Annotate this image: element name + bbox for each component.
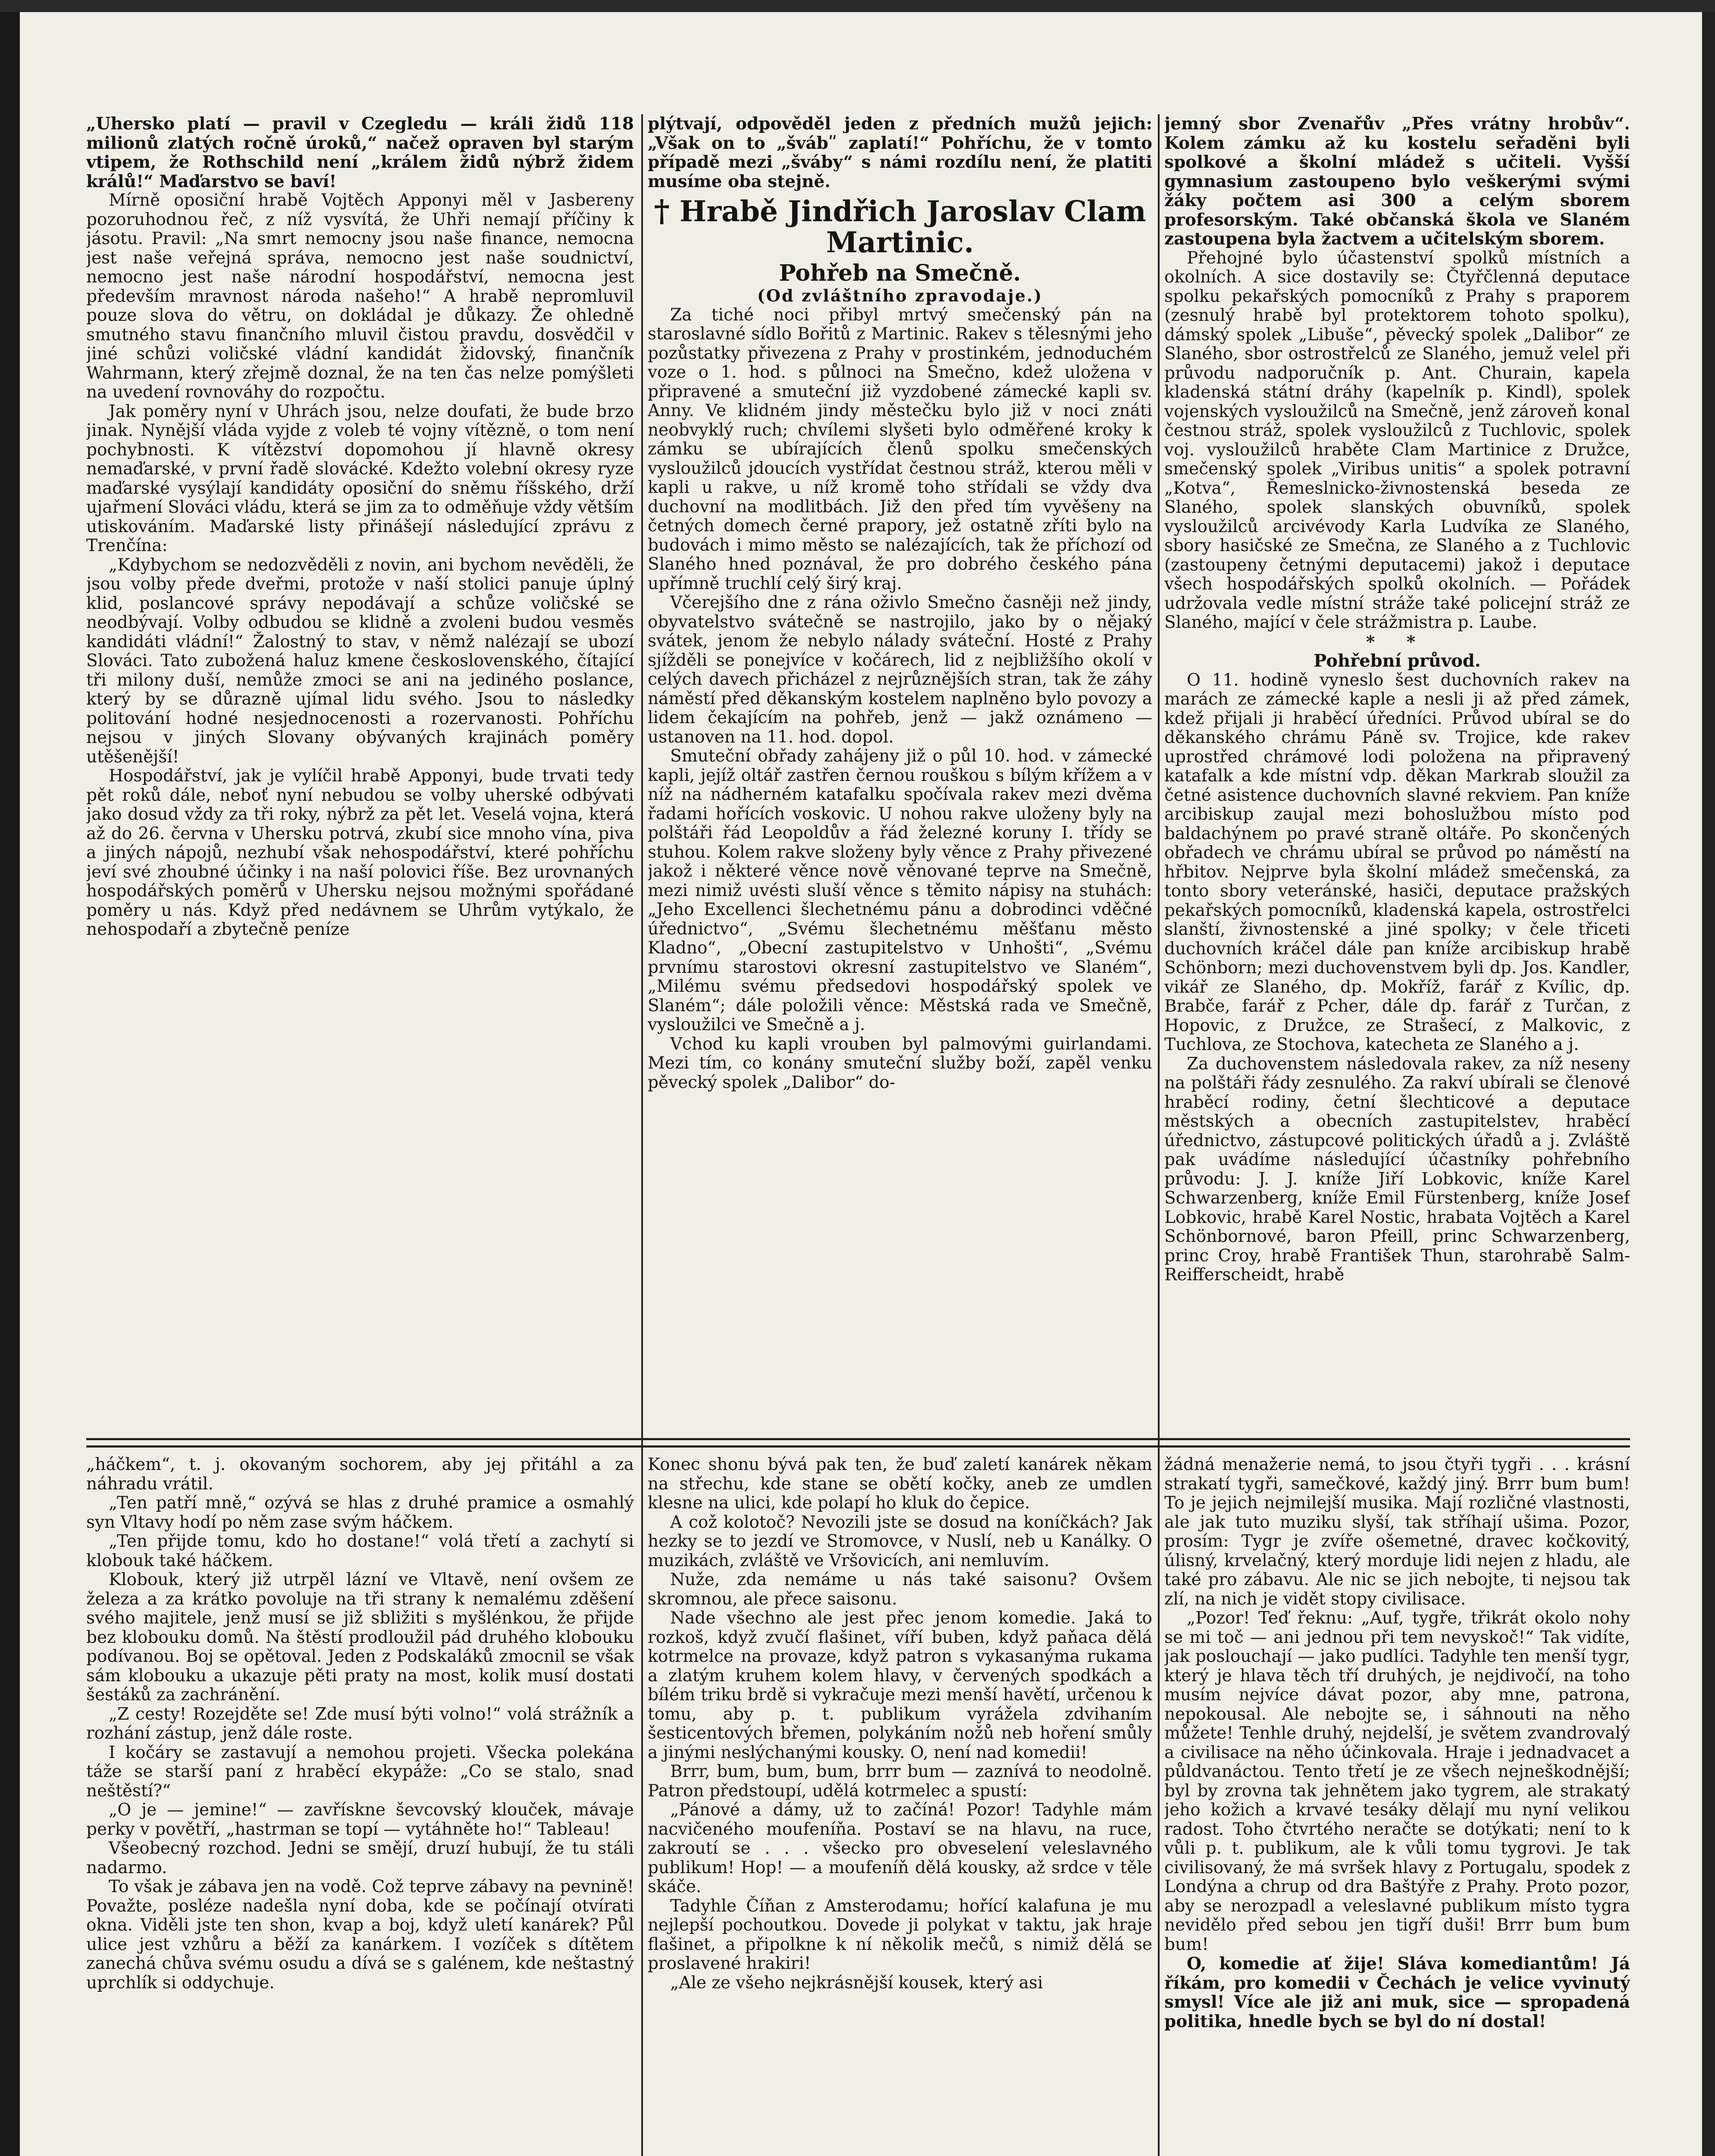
paragraph: Smuteční obřady zahájeny již o půl 10. hod. v zámecké kapli, jejíž oltář zastřen černou rouškou s bílým křížem a v níž na nádherném katafalku spočívala rakev mezi dvěma řadami hořících voskovic. U nohou rakve uloženy byly na polštáři řád Leopoldův a řád železné koruny I. třídy se stuhou. Kolem rakve složeny byly věnce z Prahy přivezené jakož i některé věnce nově věnované teprve na Smečně, mezi nimiž uvésti sluší věnce s těmito nápisy na stuhách: „Jeho Excellenci šlechetnému pánu a dobrodinci vděčné úřednictvo“, „Svému šlechetnému měšťanu město Kladno“, „Obecní zastupitelstvo v Unhošti“, „Svému prvnímu starostovi okresní zastupitelstvo ve Slaném“, „Milému svému předsedovi hospodářský spolek ve Slaném“; dále položili věnce: Městská rada ve Smečně, vysloužilci ve Smečně a j. xyxy=(648,746,1152,1034)
paragraph: „Ale ze všeho nejkrásnější kousek, který asi xyxy=(670,1973,1043,1993)
paragraph: Brrr, bum, bum, bum, brrr bum — zaznívá to neodolně. Patron předstoupí, udělá kotrmelec a spustí: xyxy=(648,1762,1152,1801)
paragraph: „Z cesty! Rozejděte se! Zde musí býti volno!“ volá strážník a rozhání zástup, jenž dále roste. xyxy=(86,1704,634,1743)
paragraph: A což kolotoč? Nevozili jste se dosud na koníčkách? Jak hezky se to jezdí ve Stromovce, v Nuslí, neb u Kanálky. O muzikách, zvláště ve Vršovicích, ani nemluvím. xyxy=(648,1512,1152,1570)
column-rule-1 xyxy=(641,114,643,2156)
paragraph: jemný sbor Zvenařův „Přes vrátny hrobův“. Kolem zámku až ku kostelu seřaděni byli spolkové a školní mládež s učiteli. Vyšší gymnasium zastoupeno bylo veškerými svými žáky počtem asi 300 a celým sborem profesorským. Také občanská škola ve Slaném zastoupena byla žactvem a učitelským sborem. xyxy=(1164,114,1630,249)
paragraph: Vchod ku kapli vrouben byl palmovými guirlandami. Mezi tím, co konány smuteční služby boží, zapěl venku pěvecký spolek „Dalibor“ do- xyxy=(648,1034,1152,1092)
feuilleton-column-2 xyxy=(648,1455,1152,2156)
feuilleton-rule-top xyxy=(86,1438,1630,1440)
section-heading: Pohřební průvod. xyxy=(1314,651,1481,671)
paragraph: Tadyhle Číňan z Amsterodamu; hořící kalafuna je mu nejlepší pochoutkou. Dovede ji polykat v taktu, jak hraje flašinet, a připolkne k ní několik mečů, s nimiž dělá se proslavené hrakiri! xyxy=(648,1896,1152,1973)
paragraph: To však je zábava jen na vodě. Což teprve zábavy na pevnině! Považte, posléze nadešla nyní doba, kde se počínají otvírati okna. Viděli jste ten shon, kvap a boj, když uletí kanárek? Půl ulice jest vzhůru a běží za kanárkem. I vozíček s dítětem zanechá chůva svému osudu a dívá se s galénem, kde neštastný uprchlík si oddychuje. xyxy=(86,1877,634,1993)
main-article-column-2 xyxy=(648,114,1152,1434)
paragraph: I kočáry se zastavují a nemohou projeti. Všecka polekána táže se starší paní z hraběcí ekypáže: „Co se stalo, snad neštěstí?“ xyxy=(86,1742,634,1801)
paragraph: „háčkem“, t. j. okovaným sochorem, aby jej přitáhl a za náhradu vrátil. xyxy=(86,1455,634,1494)
paragraph: „O je — jemine!“ — zavřískne ševcovský klouček, mávaje perky v povětří, „hastrman se topí — vytáhněte ho!“ Tableau! xyxy=(86,1800,634,1839)
feuilleton-rule-bottom xyxy=(86,1445,1630,1448)
paragraph: O, komedie ať žije! Sláva komediantům! Já říkám, pro komedii v Čechách je velice vyvinutý smysl! Více ale již ani muk, sice — spropadená politika, hnedle bych se byl do ní dostal! xyxy=(1164,1954,1630,2031)
paragraph: Jak poměry nyní v Uhrách jsou, nelze doufati, že bude brzo jinak. Nynější vláda vyjde z voleb té vojny vítězně, o tom není pochybnosti. K vítězství dopomohou jí hlavně okresy nemaďarské, v první řadě slovácké. Kdežto volební okresy ryze maďarské vysýlají kandidáty oposiční do sněmu říšského, drží ujařmení Slováci vládu, která se jim za to odměňuje vždy větším utiskováním. Maďarské listy přinášejí následující zprávu z Trenčína: xyxy=(86,401,634,555)
section-stars: * * xyxy=(1366,632,1429,652)
paragraph: Za tiché noci přibyl mrtvý smečenský pán na staroslavné sídlo Bořitů z Martinic. Rakev s tělesnými jeho pozůstatky přivezena z Prahy v prostinkém, jednoduchém voze o 1. hod. s půlnoci na Smečno, kdež uložena v připravené a smuteční již vyzdobené zámecké kapli sv. Anny. Ve klidném jindy městečku bylo již v noci znáti neobvyklý ruch; chvílemi slyšeti bylo odměřené kroky k zámku se ubírajících členů spolku smečenských vysloužilců jdoucích vystřídat čestnou stráž, kterou měli v kapli u rakve, u níž kromě toho střídali se vždy dva duchovní na modlitbách. Již den před tím vyvěšeny na četných domech černé prapory, jež ostatně zříti bylo na budovách i mimo město se nalézajících, tak že příchozí od Slaného hned poznával, že pro dobrého českého pána upřímně truchlí celý širý kraj. xyxy=(648,305,1152,593)
paragraph: „Ten přijde tomu, kdo ho dostane!“ volá třetí a zachytí si klobouk také háčkem. xyxy=(86,1532,634,1570)
paragraph: „Uhersko platí — pravil v Czegledu — králi židů 118 milionů zlatých ročně úroků,“ načež opraven byl starým vtipem, že Rothschild není „králem židů nýbrž židem králů!“ Maďarstvo se baví! xyxy=(86,114,634,191)
paragraph: Mírně oposiční hrabě Vojtěch Apponyi měl v Jasbereny pozoruhodnou řeč, z níž vysvítá, že Uhři nemají příčiny k jásotu. Pravil: „Na smrt nemocny jsou naše finance, nemocna jest naše veřejná správa, nemocno jest naše soudnictví, nemocno jest naše národní hospodářství, nemocna jest především mravnost národa našeho!“ A hrabě nepromluvil pouze slova do větru, on dokládal je důkazy. Že ohledně smutného stavu finančního mluvil čistou pravdu, dosvědčil v jiné schůzi voličské vládní kandidát židovský, finančník Wahrmann, který zřejmě doznal, že na ten čas nelze pomýšleti na uvedení rovnováhy do rozpočtu. xyxy=(86,191,634,402)
paragraph: Za duchovenstem následovala rakev, za níž neseny na polštáři řády zesnulého. Za rakví ubírali se členové hraběcí rodiny, četní šlechticové a deputace městských a obecních zastupitelstev, hraběcí úřednictvo, zástupcové politických úřadů a j. Zvláště pak uvádíme následující účastníky pohřebního průvodu: J. J. kníže Jiří Lobkovic, kníže Karel Schwarzenberg, kníže Emil Fürstenberg, kníže Josef Lobkovic, hrabě Karel Nostic, hrabata Vojtěch a Karel Schönbornové, baron Pfeill, princ Schwarzenberg, princ Croy, hrabě František Thun, starohrabě Salm-Reifferscheidt, hrabě xyxy=(1164,1054,1630,1285)
scan-edge-left xyxy=(0,0,20,2156)
paragraph: Nade všechno ale jest přec jenom komedie. Jaká to rozkoš, když zvučí flašinet, víří buben, když paňaca dělá kotrmelce na provaze, když patron s vykasanýma rukama a zlatým kruhem kolem hlavy, v červených spodkách a bílém triku brdě si vykračuje mezi menší havětí, určenou k tomu, aby p. t. publikum vyrážela zdvihaním šesticentových břemen, polykáním nožů neb hoření smůly a jinými neslýchanými kousky. O, není nad komedii! xyxy=(648,1608,1152,1762)
column-rule-2 xyxy=(1158,114,1160,2156)
paragraph: Včerejšího dne z rána oživlo Smečno časněji než jindy, obyvatelstvo svátečně se nastrojilo, jako by o nějaký svátek, jenom že nebylo nálady sváteční. Hosté z Prahy sjížděli se ponejvíce v kočárech, lid z nejbližšího okolí v celých davech přicházel z nejrůznějších stran, tak že záhy náměstí před děkanským kostelem naplněno bylo povozy a lidem čekajícím na pohřeb, jenž — jakž oznámeno — ustanoven na 11. hod. dopol. xyxy=(648,593,1152,747)
paragraph: „Pánové a dámy, už to začíná! Pozor! Tadyhle mám nacvičeného moufeníňa. Postaví se na hlavu, na ruce, zakroutí se . . . všecko pro obveselení veleslavného publikum! Hop! — a moufeníň dělá kousky, až srdce v těle skáče. xyxy=(648,1800,1152,1896)
paragraph: O 11. hodině vyneslo šest duchovních rakev na marách ze zámecké kaple a nesli ji až před zámek, kdež přijali ji hraběcí úředníci. Průvod ubíral se do děkanského chrámu Páně sv. Trojice, kde rakev uprostřed chrámové lodi položena na připravený katafalk a kde místní vdp. děkan Markrab sloužil za četné asistence duchovních slavné rekviem. Pan kníže arcibiskup zaujal mezi bohoslužbou místo pod baldachýnem po pravé straně oltáře. Po skončených obřadech ve chrámu ubíral se průvod po náměstí na hřbitov. Nejprve byla školní mládež smečenská, za tonto sbory veteránské, hasiči, deputace pražských pekařských pomocníků, kladenská kapela, ostrostřelci slanští, živnostenské a jiné spolky; v čele třiceti duchovních kráčel dále pan kníže arcibiskup hrabě Schönborn; mezi duchovenstvem byli dp. Jos. Kandler, vikář ze Slaného, dp. Mokříž, farář z Kvílic, dp. Brabče, farář z Pcher, dále dp. farář z Turčan, z Hopovic, z Družce, ze Strašecí, z Malkovic, z Tuchlova, ze Stochova, katecheta ze Slaného a j. xyxy=(1164,670,1630,1054)
main-article-column-3 xyxy=(1164,114,1630,1434)
paragraph: „Kdybychom se nedozvěděli z novin, ani bychom nevěděli, že jsou volby přede dveřmi, protože v naší stolici panuje úplný klid, poslancové správy nepodávají a schůze voličské se neodbývají. Volby odbudou se klidně a zvoleni budou vesměs kandidáti vládní!“ Žalostný to stav, v němž nalézají se ubozí Slováci. Tato zubožená haluz kmene československého, čítající tři milony duší, nemůže zmoci se ani na jediného poslance, který by se důrazně ujímal lidu svého. Jsou to následky politování hodné nesjednocenosti a rozervanosti. Pohříchu nejsou v jiných Slovany obývaných krajinách poměry utěšenější! xyxy=(86,555,634,767)
paragraph: „Ten patří mně,“ ozývá se hlas z druhé pramice a osmahlý syn Vltavy hodí po něm zase svým háčkem. xyxy=(86,1493,634,1532)
paragraph: Všeobecný rozchod. Jedni se smějí, druzí hubují, že tu stáli nadarmo. xyxy=(86,1839,634,1877)
obituary-correspondent-note: (Od zvláštního zpravodaje.) xyxy=(757,286,1043,305)
cross-icon: † xyxy=(654,193,670,229)
paragraph: Konec shonu bývá pak ten, že buď zaletí kanárek někam na střechu, kde stane se obětí kočky, aneb ze umdlen klesne na ulici, kde polapí ho kluk do čepice. xyxy=(648,1455,1152,1513)
paragraph: Nuže, zda nemáme u nás také saisonu? Ovšem skromnou, ale přece saisonu. xyxy=(648,1570,1152,1609)
paragraph: žádná menažerie nemá, to jsou čtyři tygři . . . krásní strakatí tygři, samečkové, každý jiný. Brrr bum bum! To je jejich nejmilejší musika. Mají rozličné vlastnosti, ale jak tuto muziku slyší, tak stříhají ušima. Pozor, prosím: Tygr je zvíře ošemetné, dravec kočkovitý, úlisný, krvelačný, který morduje lidi nejen z hladu, ale také pro zábavu. Ale nic se jich nebojte, ti nejsou tak zlí, na nich je vidět stopy civilisace. xyxy=(1164,1455,1630,1609)
paragraph: plýtvají, odpověděl jeden z předních mužů jejich: „Však on to „švábʺ zaplatí!“ Pohříchu, že v tomto případě mezi „šváby“ s námi rozdílu není, že platiti musíme oba stejně. xyxy=(648,114,1152,191)
obituary-subtitle: Pohřeb na Smečně. xyxy=(779,260,1021,286)
paragraph: Klobouk, který již utrpěl lázní ve Vltavě, není ovšem ze železa a za krátko povoluje na tři strany k nemalému zděšení svého majitele, jenž musí se již sbližiti s myšlénkou, že přijde bez klobouku domů. Na štěstí prodloužil pád druhého klobouku podívanou. Boj se opětoval. Jeden z Podskaláků zmocnil se však sám klobouku a ukazuje pěti praty na most, kolik musí dostati šestáků za zachránění. xyxy=(86,1570,634,1705)
main-article-column-1 xyxy=(86,114,634,1434)
paragraph: „Pozor! Teď řeknu: „Auf, tygře, třikrát okolo nohy se mi toč — ani jednou při tem nevyskoč!“ Tak vidíte, jak poslouchají — jako pudlíci. Tadyhle ten menší tygr, který je hlava těch tří druhých, je nejdivočí, na toho musím nejvíce dávat pozor, aby mne, patrona, nepokousal. Ale nebojte se, i sáhnouti na něho můžete! Tenhle druhý, nejdelší, je světem zvandrovalý a civilisace na něho účinkovala. Hraje i jednadvacet a půldvanáctou. Tento třetí je ze všech nejneškodnější; byl by zrovna tak jehnětem jako tygrem, ale strakatý jeho kožich a krvavé tesáky dělají mu nyní velikou radost. Toho čtvrtého neračte se dotýkati; není to k vůli p. t. publikum, ale k vůli tomu tygrovi. Je tak civilisovaný, že má svršek hlavy z Portugalu, spodek z Londýna a chrup od dra Baštýře z Prahy. Proto pozor, aby se nerozpadl a veleslavné publikum místo tygra nevidělo před sebou jen tigří duši! Brrr bum bum bum! xyxy=(1164,1608,1630,1954)
scan-edge-top xyxy=(0,0,1715,12)
obituary-title xyxy=(648,195,1152,258)
paragraph: Hospodářství, jak je vylíčil hrabě Apponyi, bude trvati tedy pět roků dále, neboť nyní nebudou se volby uherské odbývati jako dosud vždy za tři roky, nýbrž za pět let. Veselá vojna, která až do 26. června v Uhersku potrvá, zkubí sice mnoho vína, piva a jiných nápojů, nezhubí však nehospodářství, které pohříchu jeví své zhoubné účinky i na naší polovici říše. Bez urovnaných hospodářských poměrů v Uhersku nejsou možnými spořádané poměry u nás. Když před nedávnem se Uhrům vytýkalo, že nehospodaří a zbytečně peníze xyxy=(86,766,634,939)
feuilleton-column-1 xyxy=(86,1455,634,2156)
feuilleton-column-3 xyxy=(1164,1455,1630,2156)
paragraph: Přehojné bylo účastenství spolků místních a okolních. A sice dostavily se: Čtyřčlenná deputace spolku pekařských pomocníků z Prahy s praporem (zesnulý hrabě byl protektorem tohoto spolku), dámský spolek „Libuše“, pěvecký spolek „Dalibor“ ze Slaného, sbor ostrostřelců ze Slaného, jemuž velel při průvodu nadporučník p. Ant. Churain, kapela kladenská státní dráhy (kapelník p. Kindl), spolek vojenských vysloužilců na Smečně, jenž zároveň konal čestnou stráž, spolek vysloužilců z Tuchlovic, spolek voj. vysloužilců hraběte Clam Martinice z Družce, smečenský spolek „Viribus unitis“ a spolek potravní „Kotva“, Řemeslnicko-živnostenská beseda ze Slaného, spolek slanských obuvníků, spolek vysloužilců arcivévody Karla Ludvíka ze Slaného, sbory hasičské ze Smečna, ze Slaného a z Tuchlovic (zastoupeny četnými deputacemi) jakož i deputace všech hospodářských spolků okolních. — Pořádek udržovala vedle místní stráže také policejní stráž ze Slaného, mající v čele strážmistra p. Laube. xyxy=(1164,248,1630,632)
obituary-title-text: Hrabě Jindřich Jaroslav Clam Martinic. xyxy=(679,194,1146,259)
scan-edge-right xyxy=(1702,0,1715,2156)
